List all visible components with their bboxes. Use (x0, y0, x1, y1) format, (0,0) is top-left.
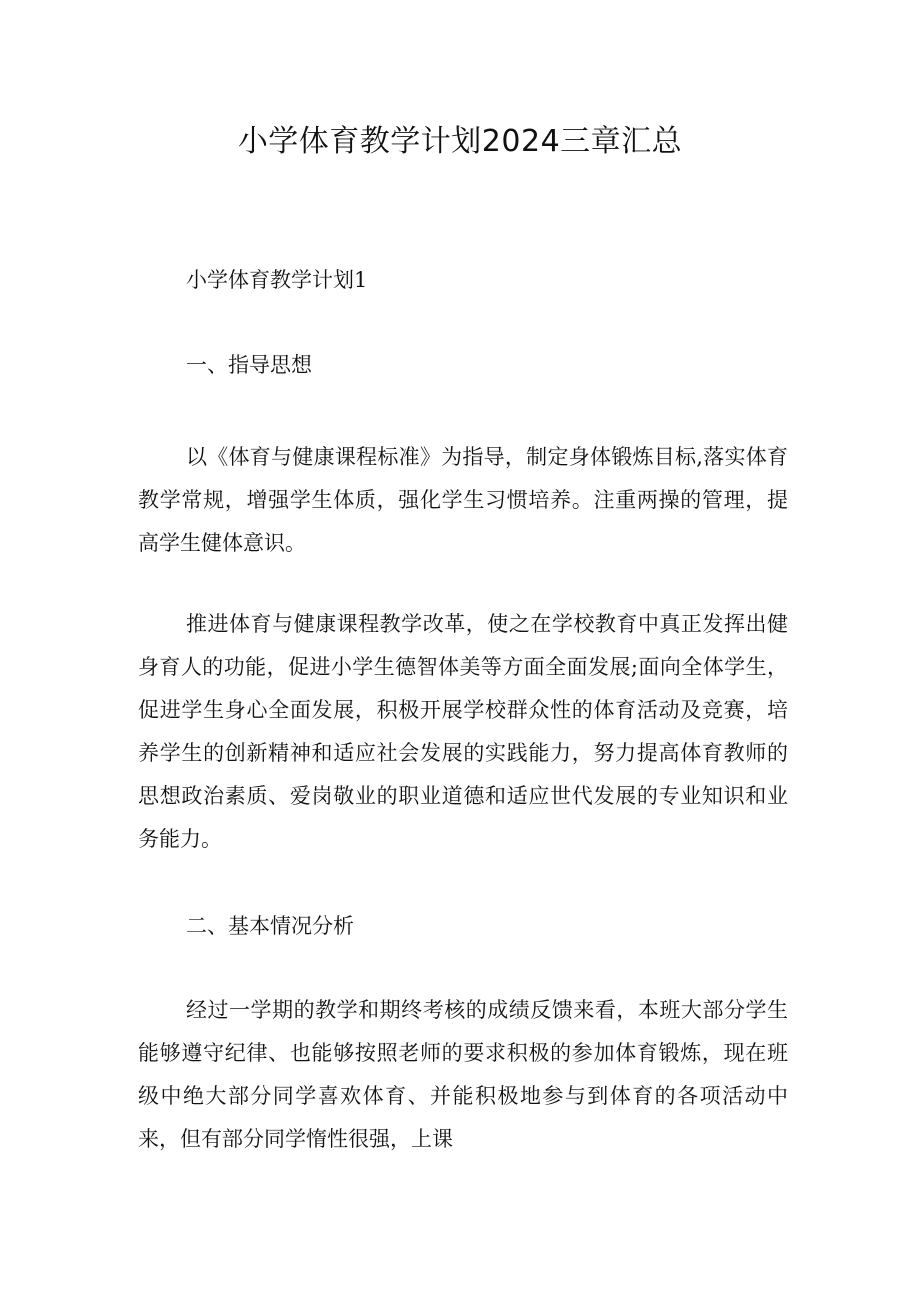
heading-situation-analysis: 二、基本情况分析 (186, 914, 354, 938)
paragraph: 经过一学期的教学和期终考核的成绩反馈来看，本班大部分学生能够遵守纪律、也能够按照老师的要求积极的参加体育锻炼，现在班级中绝大部分同学喜欢体育、并能积极地参与到体育的各项活动中来，但有部分同学惰性很强，上课 (138, 998, 788, 1151)
document-title: 小学体育教学计划2024三章汇总 (237, 124, 683, 159)
heading-guiding-ideology: 一、指导思想 (186, 353, 312, 377)
paragraph: 推进体育与健康课程教学改革，使之在学校教育中真正发挥出健身育人的功能，促进小学生德智体美等方面全面发展;面向全体学生，促进学生身心全面发展，积极开展学校群众性的体育活动及竞赛，培养学生的创新精神和适应社会发展的实践能力，努力提高体育教师的思想政治素质、爱岗敬业的职业道德和适应世代发展的专业知识和业务能力。 (138, 612, 788, 851)
paragraph: 以《体育与健康课程标准》为指导，制定身体锻炼目标,落实体育教学常规，增强学生体质，强化学生习惯培养。注重两操的管理，提高学生健体意识。 (138, 445, 788, 555)
section-title: 小学体育教学计划1 (186, 268, 368, 292)
